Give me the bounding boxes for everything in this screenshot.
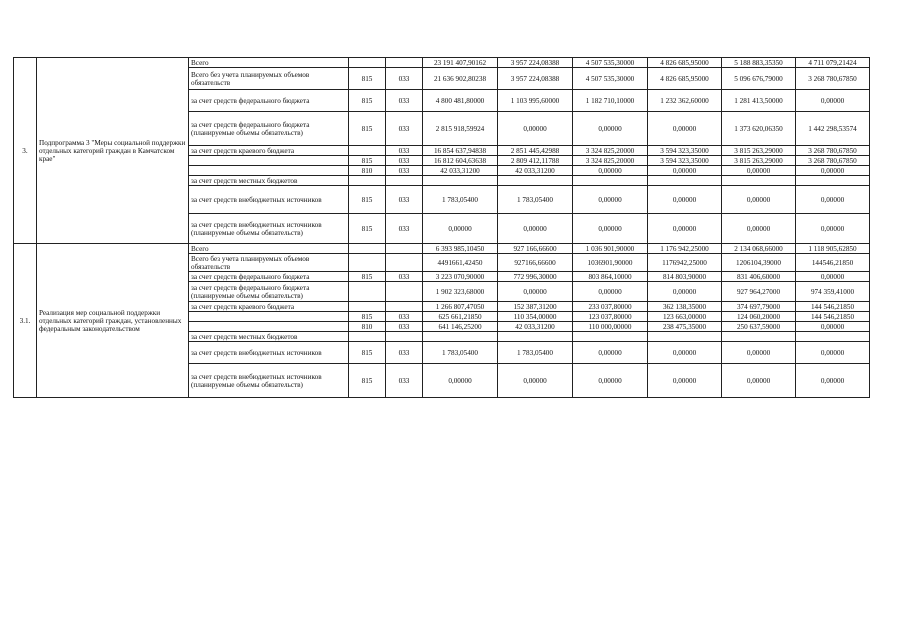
- amount-cell: 927 166,66600: [498, 244, 573, 254]
- grbs-code: 810: [349, 322, 386, 332]
- amount-cell: 0,00000: [573, 364, 648, 398]
- funding-source: Всего без учета планируемых объемов обязательств: [189, 254, 349, 272]
- grbs-code: [349, 58, 386, 68]
- funding-source: за счет средств федерального бюджета (планируемые объемы обязательств): [189, 112, 349, 146]
- amount-cell: [722, 332, 796, 342]
- amount-cell: 42 033,31200: [498, 166, 573, 176]
- section-code: [386, 332, 423, 342]
- funding-source: за счет средств местных бюджетов: [189, 176, 349, 186]
- amount-cell: 1 118 905,62850: [796, 244, 870, 254]
- amount-cell: 772 996,30000: [498, 272, 573, 282]
- amount-cell: 4 711 079,21424: [796, 58, 870, 68]
- amount-cell: 625 661,21850: [423, 312, 498, 322]
- amount-cell: 1 182 710,10000: [573, 90, 648, 112]
- amount-cell: 3 594 323,35000: [648, 146, 722, 156]
- amount-cell: 0,00000: [796, 364, 870, 398]
- amount-cell: 0,00000: [498, 214, 573, 244]
- amount-cell: 0,00000: [648, 364, 722, 398]
- amount-cell: 1206104,39000: [722, 254, 796, 272]
- amount-cell: 5 096 676,79000: [722, 68, 796, 90]
- amount-cell: 0,00000: [722, 342, 796, 364]
- amount-cell: 927 964,27000: [722, 282, 796, 302]
- amount-cell: 144546,21850: [796, 254, 870, 272]
- section-code: [386, 176, 423, 186]
- grbs-code: 815: [349, 342, 386, 364]
- grbs-code: [349, 146, 386, 156]
- amount-cell: 0,00000: [498, 282, 573, 302]
- amount-cell: 233 037,80000: [573, 302, 648, 312]
- row-index: 3.1.: [14, 244, 37, 398]
- section-code: 033: [386, 272, 423, 282]
- amount-cell: 110 354,00000: [498, 312, 573, 322]
- amount-cell: 3 815 263,29000: [722, 146, 796, 156]
- amount-cell: 641 146,25200: [423, 322, 498, 332]
- funding-source: за счет средств федерального бюджета: [189, 90, 349, 112]
- section-code: [386, 302, 423, 312]
- amount-cell: 1 783,05400: [423, 186, 498, 214]
- section-code: 033: [386, 214, 423, 244]
- amount-cell: 4 507 535,30000: [573, 68, 648, 90]
- grbs-code: [349, 244, 386, 254]
- amount-cell: 0,00000: [722, 186, 796, 214]
- amount-cell: 1 232 362,60000: [648, 90, 722, 112]
- amount-cell: 152 387,31200: [498, 302, 573, 312]
- amount-cell: 144 546,21850: [796, 312, 870, 322]
- amount-cell: 0,00000: [573, 214, 648, 244]
- amount-cell: 0,00000: [573, 342, 648, 364]
- amount-cell: 3 324 825,20000: [573, 156, 648, 166]
- amount-cell: 1 281 413,50000: [722, 90, 796, 112]
- amount-cell: 6 393 985,10450: [423, 244, 498, 254]
- amount-cell: 803 864,10000: [573, 272, 648, 282]
- funding-source: за счет средств внебюджетных источников (планируемые объемы обязательств): [189, 214, 349, 244]
- amount-cell: [498, 176, 573, 186]
- amount-cell: [648, 176, 722, 186]
- grbs-code: 815: [349, 312, 386, 322]
- amount-cell: 1 373 620,06350: [722, 112, 796, 146]
- section-code: 033: [386, 90, 423, 112]
- funding-source: за счет средств краевого бюджета: [189, 302, 349, 312]
- amount-cell: 2 134 068,66000: [722, 244, 796, 254]
- amount-cell: 4 826 685,95000: [648, 68, 722, 90]
- amount-cell: 3 324 825,20000: [573, 146, 648, 156]
- amount-cell: [498, 332, 573, 342]
- funding-source: Всего: [189, 244, 349, 254]
- grbs-code: 815: [349, 112, 386, 146]
- grbs-code: 815: [349, 68, 386, 90]
- funding-source: Всего: [189, 58, 349, 68]
- amount-cell: 123 663,00000: [648, 312, 722, 322]
- funding-source: [189, 322, 349, 332]
- funding-source: [189, 156, 349, 166]
- amount-cell: 0,00000: [648, 282, 722, 302]
- amount-cell: 1 176 942,25000: [648, 244, 722, 254]
- funding-source: за счет средств федерального бюджета: [189, 272, 349, 282]
- amount-cell: 238 475,35000: [648, 322, 722, 332]
- amount-cell: 3 268 780,67850: [796, 156, 870, 166]
- amount-cell: 0,00000: [796, 214, 870, 244]
- amount-cell: 4 800 481,80000: [423, 90, 498, 112]
- finance-table-body: [14, 58, 870, 398]
- grbs-code: 815: [349, 214, 386, 244]
- amount-cell: 3 223 070,90000: [423, 272, 498, 282]
- amount-cell: 0,00000: [796, 90, 870, 112]
- amount-cell: 927166,66600: [498, 254, 573, 272]
- amount-cell: 2 815 918,59924: [423, 112, 498, 146]
- amount-cell: [573, 332, 648, 342]
- amount-cell: [796, 176, 870, 186]
- amount-cell: 3 957 224,08388: [498, 58, 573, 68]
- amount-cell: 0,00000: [423, 214, 498, 244]
- amount-cell: 0,00000: [722, 214, 796, 244]
- amount-cell: 0,00000: [722, 166, 796, 176]
- amount-cell: 1 783,05400: [498, 186, 573, 214]
- amount-cell: 2 851 445,42988: [498, 146, 573, 156]
- amount-cell: 0,00000: [573, 166, 648, 176]
- amount-cell: 4 826 685,95000: [648, 58, 722, 68]
- section-code: 033: [386, 166, 423, 176]
- amount-cell: 3 815 263,29000: [722, 156, 796, 166]
- section-code: [386, 244, 423, 254]
- amount-cell: 21 636 902,80238: [423, 68, 498, 90]
- grbs-code: [349, 176, 386, 186]
- amount-cell: 0,00000: [796, 166, 870, 176]
- amount-cell: 124 060,20000: [722, 312, 796, 322]
- amount-cell: 1 783,05400: [498, 342, 573, 364]
- amount-cell: 0,00000: [722, 364, 796, 398]
- funding-source: за счет средств внебюджетных источников: [189, 342, 349, 364]
- amount-cell: [423, 332, 498, 342]
- amount-cell: 1 266 807,47050: [423, 302, 498, 312]
- grbs-code: [349, 254, 386, 272]
- amount-cell: 144 546,21850: [796, 302, 870, 312]
- amount-cell: 5 188 883,35350: [722, 58, 796, 68]
- finance-table: [13, 57, 870, 398]
- grbs-code: [349, 302, 386, 312]
- section-code: 033: [386, 146, 423, 156]
- section-code: 033: [386, 186, 423, 214]
- amount-cell: 0,00000: [573, 112, 648, 146]
- amount-cell: 2 809 412,11788: [498, 156, 573, 166]
- amount-cell: 974 359,41000: [796, 282, 870, 302]
- grbs-code: 815: [349, 364, 386, 398]
- amount-cell: 42 033,31200: [498, 322, 573, 332]
- funding-source: за счет средств федерального бюджета (планируемые объемы обязательств): [189, 282, 349, 302]
- amount-cell: 3 268 780,67850: [796, 146, 870, 156]
- amount-cell: 0,00000: [423, 364, 498, 398]
- funding-source: Всего без учета планируемых объемов обязательств: [189, 68, 349, 90]
- section-code: 033: [386, 322, 423, 332]
- amount-cell: 814 803,90000: [648, 272, 722, 282]
- section-code: 033: [386, 112, 423, 146]
- funding-source: за счет средств внебюджетных источников (планируемые объемы обязательств): [189, 364, 349, 398]
- amount-cell: 110 000,00000: [573, 322, 648, 332]
- amount-cell: 374 697,79000: [722, 302, 796, 312]
- funding-source: за счет средств местных бюджетов: [189, 332, 349, 342]
- section-code: 033: [386, 312, 423, 322]
- amount-cell: 0,00000: [573, 282, 648, 302]
- section-code: 033: [386, 156, 423, 166]
- amount-cell: 0,00000: [498, 364, 573, 398]
- amount-cell: 16 812 604,63638: [423, 156, 498, 166]
- amount-cell: [648, 332, 722, 342]
- program-name: Реализация мер социальной поддержки отдельных категорий граждан, установленных федеральным законодательством: [37, 244, 189, 398]
- amount-cell: 362 138,35000: [648, 302, 722, 312]
- amount-cell: 0,00000: [796, 272, 870, 282]
- amount-cell: 0,00000: [573, 186, 648, 214]
- amount-cell: 1036901,90000: [573, 254, 648, 272]
- amount-cell: 123 037,80000: [573, 312, 648, 322]
- section-code: [386, 254, 423, 272]
- grbs-code: 810: [349, 166, 386, 176]
- amount-cell: 1176942,25000: [648, 254, 722, 272]
- amount-cell: 42 033,31200: [423, 166, 498, 176]
- table-row: [14, 58, 870, 68]
- program-name: Подпрограмма 3 "Меры социальной поддержки отдельных категорий граждан в Камчатском крае": [37, 58, 189, 244]
- amount-cell: 1 783,05400: [423, 342, 498, 364]
- amount-cell: 0,00000: [796, 186, 870, 214]
- amount-cell: 0,00000: [648, 112, 722, 146]
- row-index: 3.: [14, 58, 37, 244]
- funding-source: за счет средств внебюджетных источников: [189, 186, 349, 214]
- amount-cell: 23 191 407,90162: [423, 58, 498, 68]
- section-code: [386, 282, 423, 302]
- amount-cell: 4491661,42450: [423, 254, 498, 272]
- grbs-code: 815: [349, 156, 386, 166]
- amount-cell: 0,00000: [648, 186, 722, 214]
- grbs-code: 815: [349, 186, 386, 214]
- section-code: 033: [386, 342, 423, 364]
- grbs-code: 815: [349, 272, 386, 282]
- grbs-code: 815: [349, 90, 386, 112]
- table-row: [14, 244, 870, 254]
- grbs-code: [349, 332, 386, 342]
- grbs-code: [349, 282, 386, 302]
- amount-cell: 1 442 298,53574: [796, 112, 870, 146]
- section-code: 033: [386, 364, 423, 398]
- funding-source: за счет средств краевого бюджета: [189, 146, 349, 156]
- amount-cell: 3 268 780,67850: [796, 68, 870, 90]
- amount-cell: 831 406,60000: [722, 272, 796, 282]
- amount-cell: [796, 332, 870, 342]
- funding-source: [189, 312, 349, 322]
- section-code: 033: [386, 68, 423, 90]
- amount-cell: 1 103 995,60000: [498, 90, 573, 112]
- amount-cell: 0,00000: [796, 322, 870, 332]
- amount-cell: 4 507 535,30000: [573, 58, 648, 68]
- amount-cell: 0,00000: [648, 214, 722, 244]
- amount-cell: [722, 176, 796, 186]
- amount-cell: 250 637,59000: [722, 322, 796, 332]
- section-code: [386, 58, 423, 68]
- amount-cell: 0,00000: [648, 342, 722, 364]
- funding-source: [189, 166, 349, 176]
- amount-cell: [573, 176, 648, 186]
- amount-cell: 3 594 323,35000: [648, 156, 722, 166]
- amount-cell: 0,00000: [498, 112, 573, 146]
- amount-cell: 3 957 224,08388: [498, 68, 573, 90]
- amount-cell: 16 854 637,94838: [423, 146, 498, 156]
- amount-cell: 1 902 323,68000: [423, 282, 498, 302]
- amount-cell: [423, 176, 498, 186]
- amount-cell: 0,00000: [648, 166, 722, 176]
- amount-cell: 1 036 901,90000: [573, 244, 648, 254]
- amount-cell: 0,00000: [796, 342, 870, 364]
